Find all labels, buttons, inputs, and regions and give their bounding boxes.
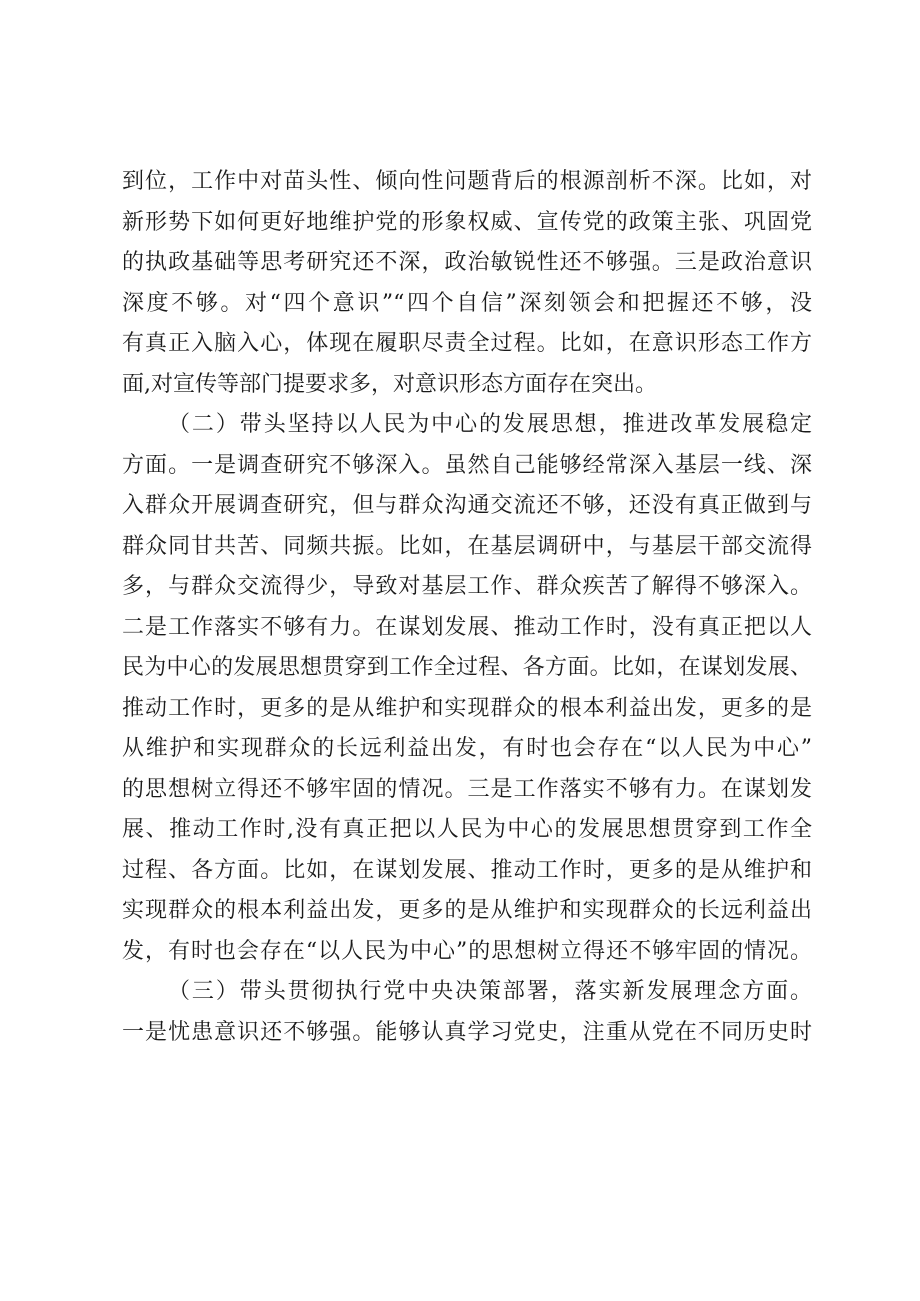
paragraph-line: 展、推动工作时,没有真正把以人民为中心的发展思想贯穿到工作全 [122, 817, 812, 842]
paragraph-line: 到位，工作中对苗头性、倾向性问题背后的根源剖析不深。比如，对 [122, 169, 812, 194]
paragraph-line: 深度不够。对“四个意识”“四个自信”深刻领会和把握还不够，没 [122, 290, 812, 316]
section-heading-line: （三）带头贯彻执行党中央决策部署，落实新发展理念方面。 [168, 979, 812, 1004]
paragraph-line: 多，与群众交流得少，导致对基层工作、群众疾苦了解得不够深入。 [122, 574, 812, 599]
paragraph-line: 方面。一是调查研究不够深入。虽然自己能够经常深入基层一线、深 [122, 452, 812, 478]
section-heading-line: （二）带头坚持以人民为中心的发展思想，推进改革发展稳定 [168, 412, 812, 437]
paragraph-line: 入群众开展调查研究，但与群众沟通交流还不够，还没有真正做到与 [122, 493, 812, 518]
paragraph-line: 发，有时也会存在“以人民为中心”的思想树立得还不够牢固的情况。 [122, 938, 812, 964]
paragraph-line: 新形势下如何更好地维护党的形象权威、宣传党的政策主张、巩固党 [122, 209, 812, 235]
paragraph-line: 的思想树立得还不够牢固的情况。三是工作落实不够有力。在谋划发 [122, 776, 812, 802]
paragraph-3 [122, 972, 812, 1053]
paragraph-line: 过程、各方面。比如，在谋划发展、推动工作时，更多的是从维护和 [122, 857, 812, 883]
paragraph-line: 从维护和实现群众的长远利益出发，有时也会存在“以人民为中心” [122, 736, 812, 761]
paragraph-line: 实现群众的根本利益出发，更多的是从维护和实现群众的长远利益出 [122, 898, 812, 923]
paragraph-line: 群众同甘共苦、同频共振。比如，在基层调研中，与基层干部交流得 [122, 533, 812, 559]
paragraph-line: 民为中心的发展思想贯穿到工作全过程、各方面。比如，在谋划发展、 [122, 655, 812, 680]
paragraph-2 [122, 405, 812, 972]
paragraph-line: 有真正入脑入心，体现在履职尽责全过程。比如，在意识形态工作方 [122, 331, 812, 356]
paragraph-line: 一是忧患意识还不够强。能够认真学习党史，注重从党在不同历史时 [122, 1019, 812, 1045]
paragraph-1 [122, 162, 812, 405]
paragraph-line: 的执政基础等思考研究还不深，政治敏锐性还不够强。三是政治意识 [122, 250, 812, 275]
paragraph-line: 推动工作时，更多的是从维护和实现群众的根本利益出发，更多的是 [122, 695, 812, 721]
paragraph-line: 面,对宣传等部门提要求多，对意识形态方面存在突出。 [122, 371, 657, 397]
paragraph-line: 二是工作落实不够有力。在谋划发展、推动工作时，没有真正把以人 [122, 614, 812, 640]
